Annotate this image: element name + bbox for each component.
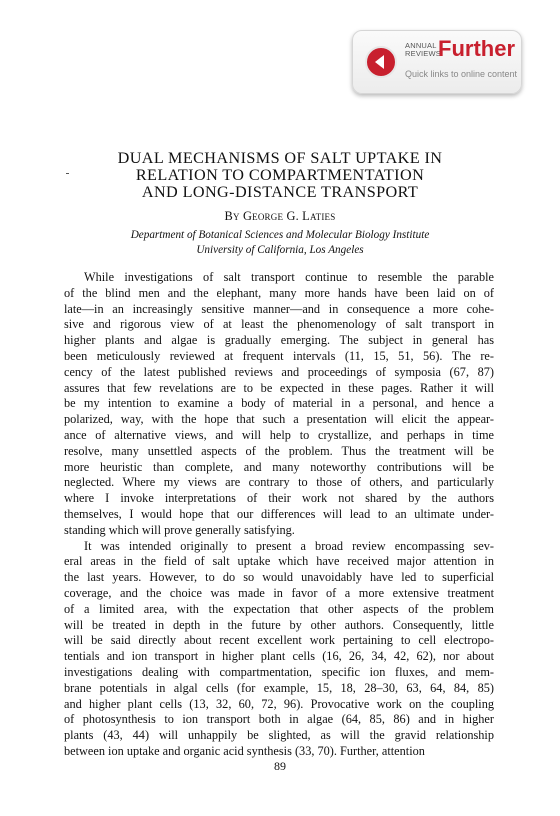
title-line: DUAL MECHANISMS OF SALT UPTAKE IN — [117, 149, 443, 167]
annual-reviews-further-badge[interactable] — [352, 30, 522, 94]
author-prefix: By — [224, 209, 240, 223]
body-line: themselves, I would hope that our differences will lead to an ultimate under- — [64, 506, 494, 521]
affiliation-line: Department of Botanical Sciences and Molecular Biology Institute — [130, 229, 430, 241]
body-line: It was intended originally to present a broad review encompassing sev- — [84, 538, 494, 553]
body-line: late—in an increasingly sensitive manner—and in consequence a more cohe- — [64, 301, 494, 316]
body-line: be my intention to examine a body of material in a personal, and hence a — [64, 396, 494, 411]
badge-further-label: Further — [438, 36, 515, 61]
body-line: resolve, many unsettled aspects of the problem. Thus the treatment will be — [64, 443, 494, 458]
body-line: will be said directly about recent excellent work pertaining to cell electropo- — [64, 633, 494, 648]
body-line: of the blind men and the elephant, many more hands have been laid on of — [64, 285, 494, 300]
body-line: investigations dealing with compartmentation, specific ion fluxes, and mem- — [64, 664, 494, 679]
body-line: between ion uptake and organic acid synthesis (33, 70). Further, attention — [64, 743, 425, 758]
body-line: where I invoke interpretations of their work not shared by the authors — [64, 491, 494, 506]
affiliation — [0, 228, 560, 257]
page-number: 89 — [274, 759, 286, 773]
body-line: eral areas in the field of salt uptake which have received major attention in — [64, 554, 494, 569]
title-line: RELATION TO COMPARTMENTATION — [135, 166, 425, 184]
body-line: plants (43, 44) will unhappily be slighted, as will the gravid relationship — [64, 728, 494, 743]
body-text — [64, 270, 494, 760]
article-title — [60, 150, 500, 201]
title-line: AND LONG-DISTANCE TRANSPORT — [141, 183, 419, 201]
body-line: the last years. However, to do so would unavoidably have led to superficial — [64, 570, 494, 585]
body-line: cency of the latest published reviews and proceedings of symposia (67, 87) — [64, 364, 494, 379]
body-line: and higher plant cells (13, 32, 60, 72, 96). Provocative work on the coupling — [64, 696, 494, 711]
body-line: sive and rigorous view of at least the phenomenology of salt transport in — [64, 317, 494, 332]
body-line: neglected. Where my views are contrary to those of others, and particularly — [64, 475, 494, 490]
body-line: higher plants and algae is gradually emerging. The subject in general has — [64, 333, 494, 348]
affiliation-line: University of California, Los Angeles — [196, 243, 364, 256]
arrow-left-icon — [365, 46, 397, 78]
body-line: tentials and ion transport in higher plant cells (16, 26, 34, 42, 62), nor about — [64, 649, 494, 664]
body-line: assures that few revelations are to be expected in these pages. Rather it will — [64, 380, 494, 395]
badge-annual-reviews-label — [405, 42, 441, 58]
body-line: coverage, and the choice was made in favor of a more extensive treatment — [64, 585, 494, 600]
badge-annual-text: ANNUAL — [405, 41, 437, 50]
body-line: brane potentials in algal cells (for example, 15, 18, 28–30, 63, 64, 84, 85) — [64, 680, 494, 695]
body-line: polarized, way, with the hope that such a presentation will elicit the appear- — [64, 412, 494, 427]
body-line: While investigations of salt transport continue to resemble the parable — [84, 270, 494, 284]
author-line — [0, 209, 560, 224]
body-line: of a limited area, with the expectation that other aspects of the problem — [64, 601, 494, 616]
body-line: been meticulously reviewed at frequent intervals (11, 15, 51, 56). The re- — [64, 348, 494, 363]
body-line: ance of alternative views, and will help to crystallize, and perhaps in time — [64, 427, 494, 442]
body-line: will be treated in depth in the future by other authors. Consequently, little — [64, 617, 494, 632]
badge-reviews-text: REVIEWS — [405, 49, 441, 58]
body-line: more heuristic than complete, and many noteworthy contributions will be — [64, 459, 494, 474]
body-line: standing which will prove generally satisfying. — [64, 522, 295, 537]
badge-subtitle: Quick links to online content — [405, 69, 518, 79]
author-name: George G. Laties — [243, 209, 336, 223]
body-line: of photosynthesis to ion transport both in algae (64, 85, 86) and in higher — [64, 712, 494, 727]
